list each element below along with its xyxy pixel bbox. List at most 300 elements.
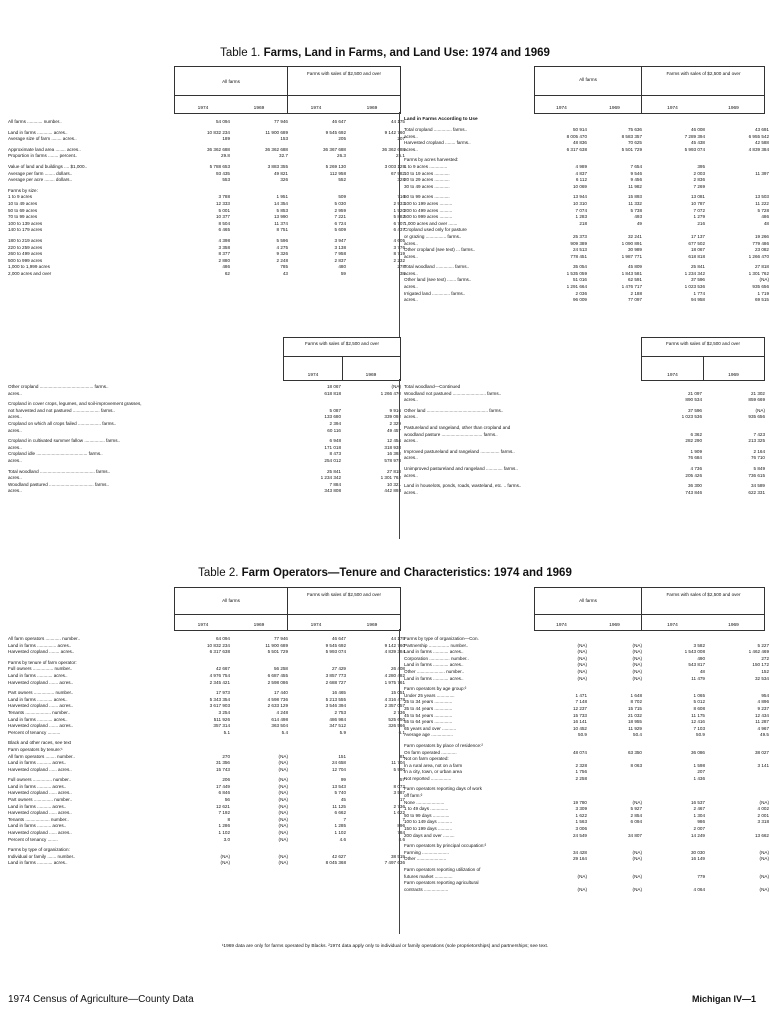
cell-value: [704, 384, 767, 391]
cell-value: 51 016: [572, 277, 587, 283]
cell-value: 5 343 354: [209, 696, 230, 702]
row-label: Woodland pastured ................................... farms..: [8, 481, 110, 487]
table-row: [8, 482, 403, 489]
year-1969: 1969: [609, 623, 620, 628]
table-row: [404, 241, 770, 248]
cell-value: 25 841: [690, 264, 705, 270]
cell-value: 12 454: [386, 438, 401, 444]
cell-value: (NA): [278, 823, 288, 829]
cell-value: 326: [280, 177, 288, 183]
table-row: [8, 401, 403, 408]
cell-value: 9 545 692: [325, 642, 346, 648]
cell-value: 12 621: [215, 803, 230, 809]
cell-value: 34 589: [750, 483, 765, 489]
table1-lower-right-rows: [404, 384, 767, 496]
row-label: Farm operators by tenure:¹: [8, 746, 63, 752]
footer-page-number: Michigan IV—1: [691, 994, 756, 1004]
cell-value: (NA): [278, 760, 288, 766]
cell-value: (NA): [632, 642, 642, 648]
cell-value: [232, 660, 290, 667]
table-row: [8, 238, 407, 245]
table-row: [404, 247, 770, 254]
row-label: 65 years and over ...........: [404, 725, 457, 731]
cell-value: [589, 826, 644, 833]
table-row: [404, 763, 770, 770]
row-label: 50 to 99 days .............: [404, 812, 450, 818]
cell-value: 1 102: [218, 830, 230, 836]
table-row: [8, 837, 407, 844]
cell-value: 6 465: [218, 227, 230, 233]
cell-value: 5 740: [334, 790, 346, 796]
table-row: [404, 843, 770, 850]
cell-value: 1 535 059: [566, 270, 587, 276]
cell-value: 2 357 057: [384, 703, 405, 709]
cell-value: 2 753: [334, 709, 346, 715]
cell-value: 4 989: [575, 163, 587, 169]
cell-value: 50.9: [696, 732, 705, 738]
cell-value: (NA): [577, 873, 587, 879]
row-label: Harvested cropland ........ acres..: [8, 649, 75, 655]
row-label: 220 to 259 acres: [8, 244, 43, 250]
cell-value: 3 883 355: [267, 163, 288, 169]
cell-value: 6 662: [334, 810, 346, 816]
cell-value: 5 012: [693, 699, 705, 705]
row-label: In a rural area, not on a farm: [404, 762, 463, 768]
table-row: [404, 490, 767, 497]
cell-value: 1 266 470: [380, 390, 401, 396]
cell-value: 7 221: [334, 214, 346, 220]
row-label: Tenants .................... number..: [8, 709, 71, 715]
table-row: [8, 164, 407, 171]
cell-value: 986: [697, 819, 705, 825]
cell-value: 29 164: [572, 856, 587, 862]
cell-value: 6 317 638: [566, 146, 587, 152]
cell-value: [534, 157, 589, 164]
cell-value: 77 946: [273, 119, 288, 124]
table-row: [404, 473, 767, 480]
cell-value: 5 030: [334, 200, 346, 206]
cell-value: 2 880: [218, 257, 230, 263]
table-row: [8, 747, 407, 754]
year-1969: 1969: [253, 106, 265, 111]
year-1969: 1969: [728, 373, 739, 378]
cell-value: 29.8: [221, 153, 230, 159]
table-row: [404, 134, 770, 141]
cell-value: [589, 776, 644, 783]
row-label: Land in farms ............ acres..: [404, 675, 464, 681]
cell-value: 60 116: [327, 427, 341, 433]
row-label: Farms by type of organization—Con.: [404, 636, 479, 641]
cell-value: [589, 743, 644, 750]
cell-value: [589, 636, 644, 643]
year-1974: 1974: [307, 373, 319, 378]
cell-value: 7 289 394: [684, 133, 705, 139]
cell-value: [232, 747, 290, 754]
cell-value: [644, 636, 707, 643]
table-row: [8, 767, 407, 774]
cell-value: 5 213 555: [325, 696, 346, 702]
row-label: Other .......................: [404, 856, 447, 862]
cell-value: 7 958: [334, 251, 346, 257]
cell-value: 5 853: [276, 207, 288, 213]
table-row: [8, 823, 407, 830]
row-label: Harvested cropland ...... acres..: [8, 790, 72, 796]
table2-title: [0, 567, 770, 579]
row-label: acres..: [404, 284, 418, 290]
cell-value: (NA): [577, 662, 587, 668]
row-label: Land in farms ............ acres..: [404, 649, 464, 655]
table1-number: Table 1.: [220, 47, 261, 59]
cell-value: 4 837: [575, 170, 587, 176]
row-label: Farm operators reporting agricultural: [404, 880, 479, 886]
cell-value: 5 738: [630, 207, 642, 213]
row-label: 180 to 219 acres: [8, 237, 43, 243]
cell-value: 54 094: [215, 119, 230, 124]
table-row: [8, 860, 407, 867]
cell-value: 5 501 729: [267, 649, 288, 655]
cell-value: 3 857 773: [325, 672, 346, 678]
cell-value: [707, 157, 770, 164]
row-label: acres..: [404, 414, 418, 420]
row-label: None ......................: [404, 799, 445, 805]
cell-value: 153: [280, 136, 288, 142]
cell-value: 4 064: [693, 886, 705, 892]
cell-value: 67 982: [390, 170, 405, 176]
cell-value: 64 094: [215, 636, 230, 641]
table-row: [8, 636, 407, 643]
cell-value: (NA): [632, 662, 642, 668]
cell-value: 11 397: [755, 170, 769, 176]
cell-value: 6 687 455: [267, 672, 288, 678]
table-row: [404, 194, 770, 201]
cell-value: 9 456: [630, 177, 642, 183]
table-row: [404, 384, 767, 391]
cell-value: 2 598 086: [267, 679, 288, 685]
cell-value: 150 172: [752, 662, 769, 668]
table-row: [8, 810, 407, 817]
table-row: [404, 171, 770, 178]
row-label: 10 to 19 acres ............: [404, 170, 450, 176]
cell-value: 24 549: [572, 832, 587, 838]
cell-value: 1 286: [218, 823, 230, 829]
cell-value: [290, 747, 348, 754]
cell-value: [707, 743, 770, 750]
cell-value: [707, 776, 770, 783]
table-row: [8, 673, 407, 680]
row-label: Full owners ............... number..: [8, 777, 72, 783]
row-label: not harvested and not pastured ..................... farms..: [8, 407, 115, 413]
table-row: [8, 790, 407, 797]
cell-value: 49.5: [760, 732, 769, 738]
cell-value: 17 973: [215, 690, 230, 696]
table-row: [404, 466, 767, 473]
cell-value: 2 232: [393, 257, 405, 263]
cell-value: [589, 227, 644, 234]
cell-value: (NA): [759, 856, 769, 862]
cell-value: 4 605: [393, 237, 405, 243]
cell-value: 10 832 234: [207, 642, 230, 648]
cell-value: 77 097: [627, 297, 642, 303]
year-1974: 1974: [310, 106, 322, 111]
cell-value: 37 596: [690, 277, 705, 283]
cell-value: 10 069: [572, 183, 587, 189]
cell-value: 69 515: [754, 297, 769, 303]
table-row: [404, 455, 767, 462]
year-1974: 1974: [667, 623, 678, 628]
row-label: Irrigated land .............. farms..: [404, 290, 466, 296]
cell-value: 46 647: [331, 119, 346, 124]
cell-value: 189: [222, 136, 230, 142]
cell-value: 363 504: [271, 723, 288, 729]
cell-value: 45 438: [690, 140, 705, 146]
row-label: acres..: [8, 475, 22, 481]
table-row: [8, 784, 407, 791]
cell-value: 4 280 482: [384, 672, 405, 678]
cell-value: 785: [280, 264, 288, 270]
row-label: Not reported ................: [404, 775, 452, 781]
cell-value: [641, 425, 704, 432]
cell-value: [704, 425, 767, 432]
cell-value: 152: [761, 668, 769, 674]
cell-value: 62 591: [627, 277, 642, 283]
table-row: [8, 227, 407, 234]
cell-value: 1 563: [575, 819, 587, 825]
table-row: [404, 208, 770, 215]
table-row: [404, 769, 770, 776]
row-label: Average size of farm ........ acres..: [8, 136, 77, 142]
cell-value: 1 090 891: [621, 240, 642, 246]
cell-value: 5 501 729: [621, 146, 642, 152]
table-row: [404, 157, 770, 164]
table-row: [404, 397, 767, 404]
table-row: [8, 414, 403, 421]
cell-value: [534, 686, 589, 693]
cell-value: [707, 177, 770, 184]
table-row: [404, 449, 767, 456]
cell-value: 1 909: [690, 448, 702, 454]
cell-value: 2 836: [693, 177, 705, 183]
table-row: [404, 826, 770, 833]
cell-value: 48 074: [572, 749, 587, 755]
cell-value: 32 534: [754, 675, 769, 681]
row-label: Farms by size:: [8, 187, 38, 193]
cell-value: 618 818: [324, 390, 341, 396]
cell-value: 1 285: [334, 823, 346, 829]
row-label: Land in farms ............ acres..: [404, 662, 464, 668]
row-label: 25 to 34 years ..............: [404, 699, 453, 705]
row-label: 150 to 199 days ...........: [404, 826, 453, 832]
row-label: acres..: [404, 438, 418, 444]
cell-value: 779: [697, 873, 705, 879]
cell-value: 2 036: [575, 290, 587, 296]
table-row: [404, 662, 770, 669]
table2-right-header: [534, 587, 765, 631]
cell-value: 4 248: [276, 709, 288, 715]
cell-value: 347 512: [329, 723, 346, 729]
table1-left-rows: [8, 119, 407, 277]
cell-value: 3 358: [218, 244, 230, 250]
cell-value: 3 617 903: [209, 703, 230, 709]
table-row: [8, 458, 403, 465]
table-row: [8, 177, 407, 184]
table-row: [404, 699, 770, 706]
cell-value: 5 990: [393, 766, 405, 772]
cell-value: 326 566: [388, 723, 405, 729]
cell-value: [707, 793, 770, 800]
row-label: Black and other races, see text: [8, 740, 72, 746]
row-label: 50 to 69 acres: [8, 207, 38, 213]
cell-value: 5 609: [334, 227, 346, 233]
cell-value: [534, 880, 589, 887]
cell-value: 10 787: [690, 200, 705, 206]
footer-publication: 1974 Census of Agriculture—County Data: [8, 994, 194, 1005]
table-row: [404, 140, 770, 147]
cell-value: 11 175: [691, 712, 705, 718]
table-row: [404, 649, 770, 656]
cell-value: 13 662: [754, 832, 769, 838]
table-row: [8, 723, 407, 730]
cell-value: 5 227: [757, 642, 769, 648]
cell-value: 1 774: [693, 290, 705, 296]
table-row: [8, 847, 407, 854]
cell-value: 3.0: [223, 836, 230, 842]
cell-value: 48 836: [572, 140, 587, 146]
hdr-all-farms: All farms: [222, 79, 240, 84]
cell-value: 2 633 129: [267, 703, 288, 709]
table-row: [8, 666, 407, 673]
table-row: [8, 680, 407, 687]
row-label: Individual or family ....... number..: [8, 853, 76, 859]
cell-value: 6 362: [690, 431, 702, 437]
cell-value: 4 002: [757, 806, 769, 812]
cell-value: 3 141: [757, 762, 769, 768]
cell-value: 8 473: [329, 451, 341, 457]
cell-value: 11 982: [628, 183, 642, 189]
cell-value: 1 622: [393, 810, 405, 816]
row-label: 100 to 149 days ...........: [404, 819, 453, 825]
table-row: [404, 706, 770, 713]
cell-value: 6.1: [398, 729, 405, 735]
cell-value: 1 471: [575, 692, 587, 698]
cell-value: [589, 880, 644, 887]
cell-value: [589, 867, 644, 874]
cell-value: 56: [224, 797, 230, 803]
cell-value: [589, 843, 644, 850]
table-row: [8, 171, 407, 178]
cell-value: 552: [338, 177, 346, 183]
cell-value: 12 434: [754, 712, 769, 718]
table-row: [8, 258, 407, 265]
row-label: Cropland in cover crops, legumes, and soil-improvement grasses,: [8, 401, 142, 407]
cell-value: 7 148: [575, 699, 587, 705]
cell-value: [644, 843, 707, 850]
row-label: 2,000 acres and over: [8, 270, 52, 276]
cell-value: 9 142 760: [384, 642, 405, 648]
cell-value: 50.9: [578, 732, 587, 738]
table-row: [404, 756, 770, 763]
cell-value: 677 502: [688, 240, 705, 246]
table1-lower-right-header: [641, 337, 765, 381]
table-row: [404, 254, 770, 261]
cell-value: 36 086: [690, 749, 705, 755]
cell-value: 4 736: [690, 465, 702, 471]
cell-value: 13 944: [572, 194, 587, 200]
cell-value: 26 408: [390, 666, 405, 672]
row-label: acres..: [404, 253, 418, 259]
cell-value: 63 350: [627, 749, 642, 755]
year-1969: 1969: [728, 623, 739, 628]
table-row: [8, 760, 407, 767]
row-label: woodland pasture ................................ farms..: [404, 431, 498, 437]
table-row: [404, 776, 770, 783]
cell-value: [707, 686, 770, 693]
table-row: [404, 880, 770, 887]
hdr-all-farms: All farms: [222, 598, 240, 603]
row-label: Pastureland and rangeland, other than cropland and: [404, 424, 511, 430]
table-row: [8, 697, 407, 704]
cell-value: 2 188: [630, 290, 642, 296]
hdr-sales: Farms with sales of $2,500 and over: [306, 592, 382, 597]
table-row: [8, 754, 407, 761]
cell-value: 254 012: [324, 457, 341, 463]
cell-value: 32 241: [627, 233, 642, 239]
table-row: [404, 793, 770, 800]
row-label: acres..: [404, 146, 418, 152]
cell-value: 4 316 478: [384, 696, 405, 702]
cell-value: 935 656: [752, 284, 769, 290]
table-row: [404, 227, 770, 234]
table-row: [8, 421, 403, 428]
table1-lower-left-rows: [8, 384, 403, 495]
cell-value: 27 429: [331, 666, 346, 672]
row-label: Average per farm ........ dollars..: [8, 170, 73, 176]
cell-value: [534, 843, 589, 850]
cell-value: 30 989: [627, 247, 642, 253]
table2-right-rows: [404, 636, 770, 893]
cell-value: [707, 843, 770, 850]
row-label: Approximate land area ........ acres..: [8, 146, 81, 152]
cell-value: 7 497 636: [384, 860, 405, 866]
table-row: [404, 234, 770, 241]
cell-value: 2 001: [757, 812, 769, 818]
table-row: [404, 147, 770, 154]
row-label: 1 to 9 acres ..............: [404, 163, 448, 169]
cell-value: 45: [340, 797, 346, 803]
cell-value: 4.6: [339, 836, 346, 842]
cell-value: (NA): [278, 766, 288, 772]
table-row: [8, 153, 407, 160]
cell-value: 15 715: [627, 705, 642, 711]
row-label: Cropland used only for pasture: [404, 227, 467, 233]
row-label: Land in farms ............ acres..: [8, 860, 68, 866]
cell-value: 18 067: [690, 247, 705, 253]
cell-value: 35 054: [572, 264, 587, 270]
cell-value: 1 476 717: [621, 284, 642, 290]
cell-value: 50.4: [633, 732, 642, 738]
table-row: [8, 201, 407, 208]
table-row: [8, 730, 407, 737]
cell-value: 13 081: [690, 194, 705, 200]
cell-value: 76 710: [750, 455, 765, 461]
cell-value: 1 756: [575, 769, 587, 775]
row-label: Total woodland ........................................... farms..: [8, 468, 111, 474]
row-label: acres..: [404, 472, 418, 478]
cell-value: 2 329: [389, 420, 401, 426]
cell-value: 1 436: [693, 775, 705, 781]
cell-value: 1 719: [757, 290, 769, 296]
cell-value: 2 688 727: [325, 679, 346, 685]
row-label: 100 to 139 acres: [8, 220, 43, 226]
